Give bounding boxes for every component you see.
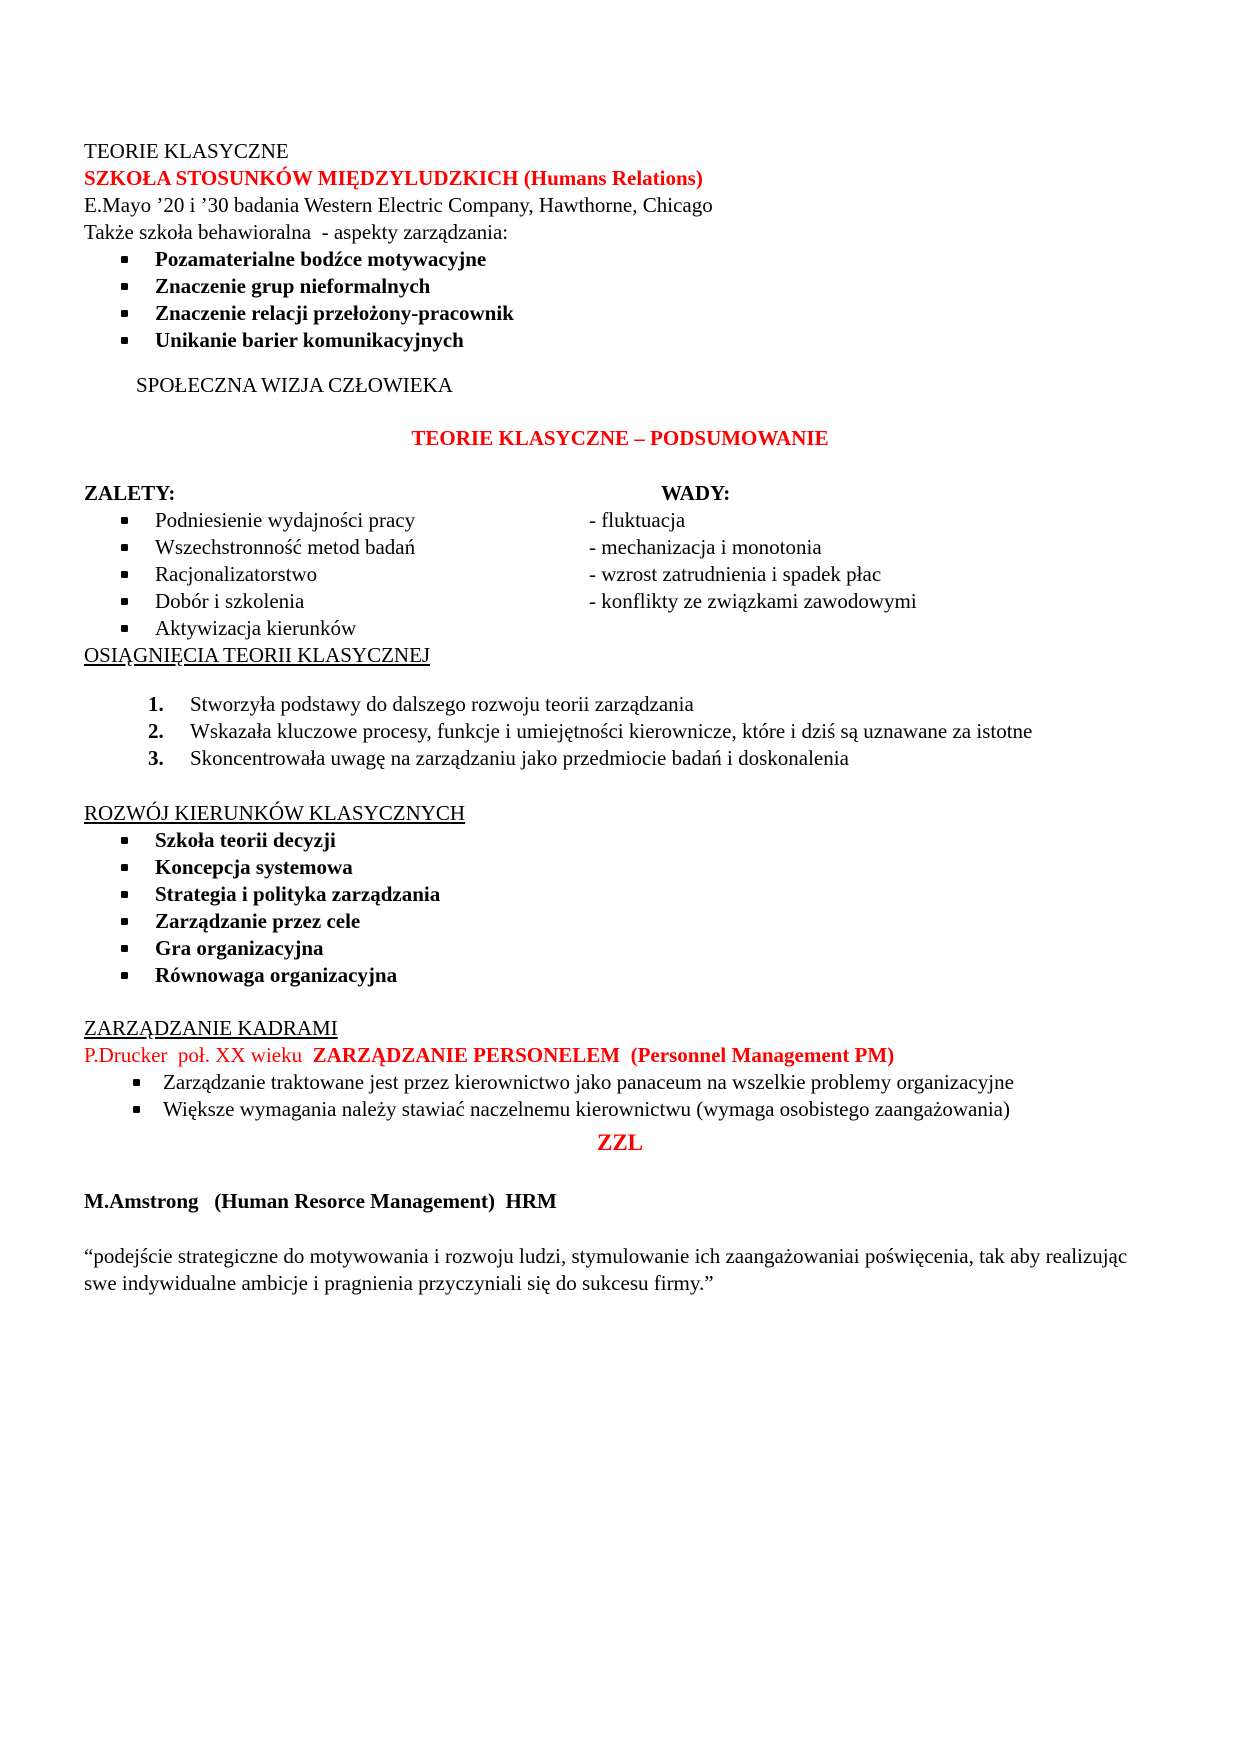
list-item: - fluktuacja	[589, 508, 686, 532]
list-item: - wzrost zatrudnienia i spadek płac	[589, 562, 882, 586]
list-item: Unikanie barier komunikacyjnych	[84, 327, 1156, 354]
kadry-bullet-list	[84, 1069, 1156, 1123]
list-item: - mechanizacja i monotonia	[589, 535, 822, 559]
list-item: Zarządzanie przez cele	[84, 908, 1156, 935]
list-item: Znaczenie relacji przełożony-pracownik	[84, 300, 1156, 327]
drucker-plain-text: P.Drucker poł. XX wieku	[84, 1043, 313, 1067]
list-item: Gra organizacyjna	[84, 935, 1156, 962]
list-item-text: Stworzyła podstawy do dalszego rozwoju teorii zarządzania	[190, 692, 694, 716]
list-item: Koncepcja systemowa	[84, 854, 1156, 881]
list-item: Dobór i szkolenia	[84, 588, 589, 615]
quote-paragraph: “podejście strategiczne do motywowania i rozwoju ludzi, stymulowanie ich zaangażowaniai poświęcenia, tak aby realizując swe indywidualne ambicje i pragnienia przyczyniali się do sukcesu firmy.”	[84, 1244, 1128, 1295]
list-item	[84, 745, 1156, 772]
list-item: Szkoła teorii decyzji	[84, 827, 1156, 854]
list-item: - konflikty ze związkami zawodowymi	[589, 589, 917, 613]
cons-title: WADY:	[661, 481, 731, 505]
list-item: Równowaga organizacyjna	[84, 962, 1156, 989]
heading-rozwoj-kierunkow: ROZWÓJ KIERUNKÓW KLASYCZNYCH	[84, 801, 466, 825]
cons-column	[589, 480, 1156, 642]
line-drucker	[84, 1042, 1156, 1069]
intro-bullet-list	[84, 246, 1156, 354]
line-behawioralna: Także szkoła behawioralna - aspekty zarządzania:	[84, 220, 509, 244]
list-item: Strategia i polityka zarządzania	[84, 881, 1156, 908]
list-item	[84, 718, 1156, 745]
list-item-number: 2.	[148, 719, 164, 743]
heading-zzl: ZZL	[596, 1130, 644, 1155]
title-teorie-klasyczne: TEORIE KLASYCZNE	[84, 139, 289, 163]
drucker-bold-text: ZARZĄDZANIE PERSONELEM (Personnel Management PM)	[312, 1043, 895, 1067]
line-mayo: E.Mayo ’20 i ’30 badania Western Electric Company, Hawthorne, Chicago	[84, 193, 713, 217]
line-amstrong-hrm: M.Amstrong (Human Resorce Management) HRM	[84, 1189, 557, 1213]
list-item-number: 3.	[148, 746, 164, 770]
heading-zarzadzanie-kadrami: ZARZĄDZANIE KADRAMI	[84, 1016, 338, 1040]
list-item-text: Skoncentrowała uwagę na zarządzaniu jako przedmiocie badań i doskonalenia	[190, 746, 849, 770]
achievements-list	[84, 691, 1156, 772]
list-item-number: 1.	[148, 692, 164, 716]
pros-list	[84, 507, 589, 642]
heading-osiagniecia: OSIĄGNIĘCIA TEORII KLASYCZNEJ	[84, 643, 431, 667]
line-spoleczna-wizja: SPOŁECZNA WIZJA CZŁOWIEKA	[136, 373, 453, 397]
pros-cons-section	[84, 480, 1156, 642]
list-item	[84, 691, 1156, 718]
heading-szkola-stosunkow: SZKOŁA STOSUNKÓW MIĘDZYLUDZKICH (Humans Relations)	[84, 166, 703, 190]
list-item: Zarządzanie traktowane jest przez kierownictwo jako panaceum na wszelkie problemy organizacyjne	[84, 1069, 1156, 1096]
list-item: Podniesienie wydajności pracy	[84, 507, 589, 534]
list-item: Znaczenie grup nieformalnych	[84, 273, 1156, 300]
pros-column	[84, 480, 589, 642]
list-item: Aktywizacja kierunków	[84, 615, 589, 642]
development-bullet-list	[84, 827, 1156, 989]
list-item: Racjonalizatorstwo	[84, 561, 589, 588]
pros-title: ZALETY:	[84, 481, 176, 505]
list-item: Większe wymagania należy stawiać naczelnemu kierownictwu (wymaga osobistego zaangażowania)	[84, 1096, 1156, 1123]
heading-podsumowanie: TEORIE KLASYCZNE – PODSUMOWANIE	[411, 426, 829, 450]
list-item: Wszechstronność metod badań	[84, 534, 589, 561]
list-item: Pozamaterialne bodźce motywacyjne	[84, 246, 1156, 273]
list-item-text: Wskazała kluczowe procesy, funkcje i umiejętności kierownicze, które i dziś są uznawane za istotne	[190, 719, 1033, 743]
